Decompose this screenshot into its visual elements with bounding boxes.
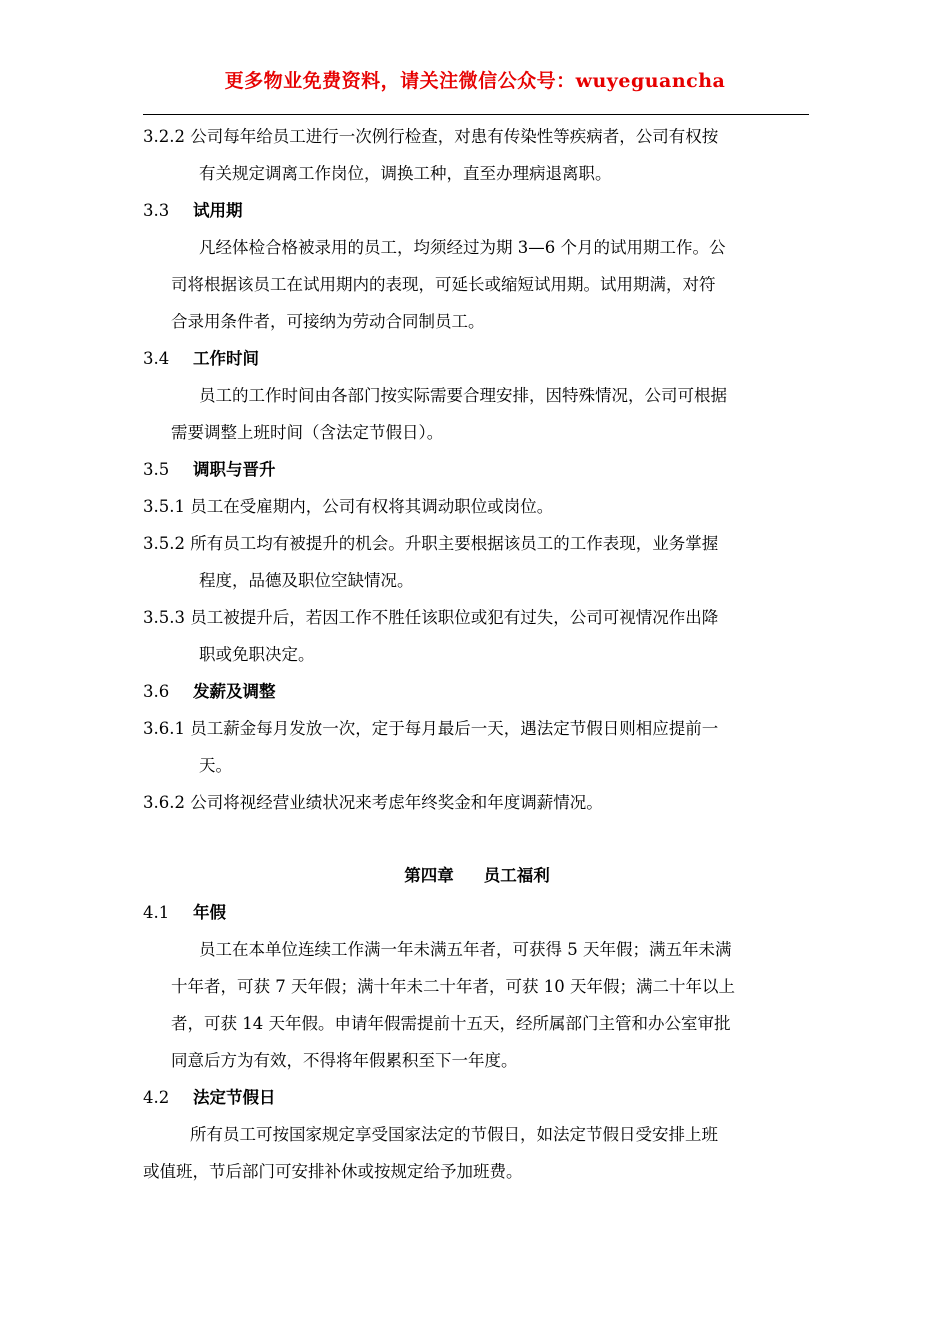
clause-3-6-2 [143, 784, 811, 821]
paragraph-line: 者，可获 14 天年假。申请年假需提前十五天，经所属部门主管和办公室审批 [171, 1014, 731, 1033]
section-title: 试用期 [193, 201, 243, 220]
chapter-number: 第四章 [404, 866, 454, 885]
paragraph-3-4 [143, 377, 811, 451]
section-title: 年假 [193, 903, 226, 922]
paragraph-line: 同意后方为有效，不得将年假累积至下一年度。 [171, 1051, 518, 1070]
clause-3-5-3 [143, 599, 811, 673]
document-body [143, 118, 811, 1190]
clause-line: 职或免职决定。 [199, 645, 315, 664]
section-heading-3-6 [143, 673, 811, 710]
section-heading-4-1 [143, 894, 811, 931]
paragraph-line: 所有员工可按国家规定享受国家法定的节假日，如法定节假日受安排上班 [190, 1125, 718, 1144]
promo-header: 更多物业免费资料，请关注微信公众号：wuyeguancha [224, 70, 726, 92]
section-number: 3.4 [143, 349, 170, 368]
section-heading-3-3 [143, 192, 811, 229]
section-number: 3.5 [143, 460, 170, 479]
section-heading-4-2 [143, 1079, 811, 1116]
chapter-spacer [143, 821, 811, 857]
section-title: 工作时间 [193, 349, 259, 368]
section-number: 3.3 [143, 201, 170, 220]
paragraph-line: 或值班，节后部门可安排补休或按规定给予加班费。 [143, 1162, 523, 1181]
paragraph-4-2 [143, 1116, 811, 1190]
clause-line: 3.5.1 员工在受雇期内，公司有权将其调动职位或岗位。 [143, 497, 554, 516]
section-title: 发薪及调整 [193, 682, 276, 701]
paragraph-line: 需要调整上班时间（含法定节假日）。 [171, 423, 444, 442]
paragraph-line: 司将根据该员工在试用期内的表现，可延长或缩短试用期。试用期满，对符 [171, 275, 716, 294]
chapter-heading [143, 857, 811, 894]
section-heading-3-5 [143, 451, 811, 488]
clause-3-5-2 [143, 525, 811, 599]
clause-line: 3.5.3 员工被提升后，若因工作不胜任该职位或犯有过失，公司可视情况作出降 [143, 608, 719, 627]
paragraph-line: 合录用条件者，可接纳为劳动合同制员工。 [171, 312, 485, 331]
paragraph-line: 员工在本单位连续工作满一年未满五年者，可获得 5 天年假；满五年未满 [199, 940, 732, 959]
clause-3-5-1 [143, 488, 811, 525]
clause-line: 3.5.2 所有员工均有被提升的机会。升职主要根据该员工的工作表现，业务掌握 [143, 534, 719, 553]
paragraph-line: 员工的工作时间由各部门按实际需要合理安排，因特殊情况，公司可根据 [199, 386, 727, 405]
paragraph-4-1 [143, 931, 811, 1079]
section-title: 法定节假日 [193, 1088, 276, 1107]
clause-3-6-1 [143, 710, 811, 784]
clause-line: 3.6.2 公司将视经营业绩状况来考虑年终奖金和年度调薪情况。 [143, 793, 603, 812]
paragraph-3-3 [143, 229, 811, 340]
clause-3-2-2 [143, 118, 811, 192]
paragraph-line: 凡经体检合格被录用的员工，均须经过为期 3—6 个月的试用期工作。公 [199, 238, 726, 257]
clause-line: 程度，品德及职位空缺情况。 [199, 571, 414, 590]
clause-line: 3.2.2 公司每年给员工进行一次例行检查，对患有传染性等疾病者，公司有权按 [143, 127, 719, 146]
section-heading-3-4 [143, 340, 811, 377]
section-title: 调职与晋升 [193, 460, 276, 479]
section-number: 4.1 [143, 903, 170, 922]
header-divider [143, 114, 809, 115]
clause-line: 有关规定调离工作岗位，调换工种，直至办理病退离职。 [199, 164, 612, 183]
clause-line: 3.6.1 员工薪金每月发放一次，定于每月最后一天，遇法定节假日则相应提前一 [143, 719, 719, 738]
chapter-title: 员工福利 [483, 866, 550, 885]
section-number: 4.2 [143, 1088, 170, 1107]
section-number: 3.6 [143, 682, 170, 701]
clause-line: 天。 [199, 756, 232, 775]
paragraph-line: 十年者，可获 7 天年假；满十年未二十年者，可获 10 天年假；满二十年以上 [171, 977, 735, 996]
